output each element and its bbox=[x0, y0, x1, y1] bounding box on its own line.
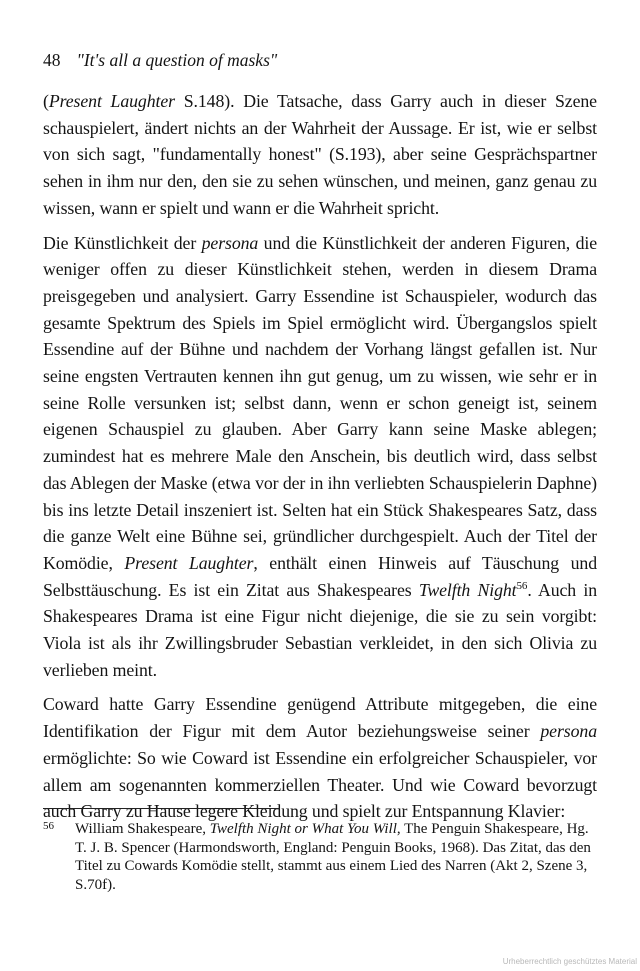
paragraph-2: Die Künstlichkeit der persona und die Künstlichkeit der anderen Figuren, die weniger offen zu dieser Künstlichkeit stehen, werden in diesem Drama preisgegeben und analysiert. Garry Essendine ist Schauspieler, wodurch das gesamte Spektrum des Spiels im Spiel ermöglicht wird. Übergangslos spielt Essendine auf der Bühne und nachdem der Vorhang längst gefallen ist. Nur seine engsten Vertrauten kennen ihn gut genug, um zu wissen, wie sehr er in seine Rolle versunken ist; selbst dann, wenn er schon geneigt ist, seinem eigenen Schauspiel zu glauben. Aber Garry kann seine Maske ablegen; zumindest hat es mehrere Male den Anschein, bis deutlich wird, dass selbst das Ablegen der Maske (etwa vor der in ihn verliebten Schauspielerin Daphne) bis ins letzte Detail inszeniert ist. Selten hat ein Stück Shakespeares Satz, dass die ganze Welt eine Bühne sei, gründlicher durchgespielt. Auch der Titel der Komödie, Present Laughter, enthält einen Hinweis auf Täuschung und Selbsttäuschung. Es ist ein Zitat aus Shakespeares Twelfth Night$^{56}$. Auch in Shakespeares Drama ist eine Figur nicht diejenige, die sie zu sein vorgibt: Viola ist als ihr Zwillingsbruder Sebastian verkleidet, in den sich Olivia zu verlieben meint. bbox=[43, 232, 598, 680]
footnote-number: 56 bbox=[43, 820, 54, 832]
footnote-text: William Shakespeare, Twelfth Night or What You Will, The Penguin Shakespeare, Hg. T. J. B. Spencer (Harmondsworth, England: Penguin Books, 1968). Das Zitat, das den Titel zu Cowards Komödie stellt, stammt aus einem Lied des Narren (Akt 2, Szene 3, S.70f). bbox=[75, 821, 591, 893]
emphasis-persona: persona bbox=[540, 721, 597, 742]
work-title: Twelfth Night bbox=[418, 579, 517, 600]
work-title: Present Laughter bbox=[124, 552, 254, 573]
running-header bbox=[43, 50, 277, 70]
running-title: "It's all a question of masks" bbox=[76, 50, 278, 70]
paragraph-3: Coward hatte Garry Essendine genügend Attribute mitgegeben, die eine Identifikation der Figur mit dem Autor beziehungsweise seiner persona ermöglichte: So wie Coward ist Essendine ein erfolgreicher Schauspieler, vor allem am sogenannten kommerziellen Theater. Und wie Coward bevorzugt auch Garry zu Hause legere Kleidung und spielt zur Entspannung Klavier: bbox=[43, 694, 597, 822]
body-text bbox=[43, 88, 597, 833]
work-title: Present Laughter bbox=[48, 91, 175, 111]
footnote bbox=[43, 820, 593, 894]
page-number: 48 bbox=[43, 50, 61, 70]
footnote-reference[interactable]: 56 bbox=[516, 579, 528, 592]
copyright-watermark: Urheberrechtlich geschütztes Material bbox=[502, 957, 637, 966]
footnote-divider bbox=[43, 808, 280, 809]
work-title: Twelfth Night or What You Will bbox=[209, 821, 397, 837]
emphasis-persona: persona bbox=[201, 232, 259, 253]
paragraph-1: (Present Laughter S.148). Die Tatsache, dass Garry auch in dieser Szene schauspielert, ändert nichts an der Wahrheit der Aussage. Er ist, wie er selbst von sich sagt, "fundamentally honest" (S.193), aber seine Gesprächspartner sehen in ihm nur den, den sie zu sehen wünschen, und meinen, ganz genau zu wissen, wann er spielt und wann er die Wahrheit spricht. bbox=[43, 91, 597, 218]
